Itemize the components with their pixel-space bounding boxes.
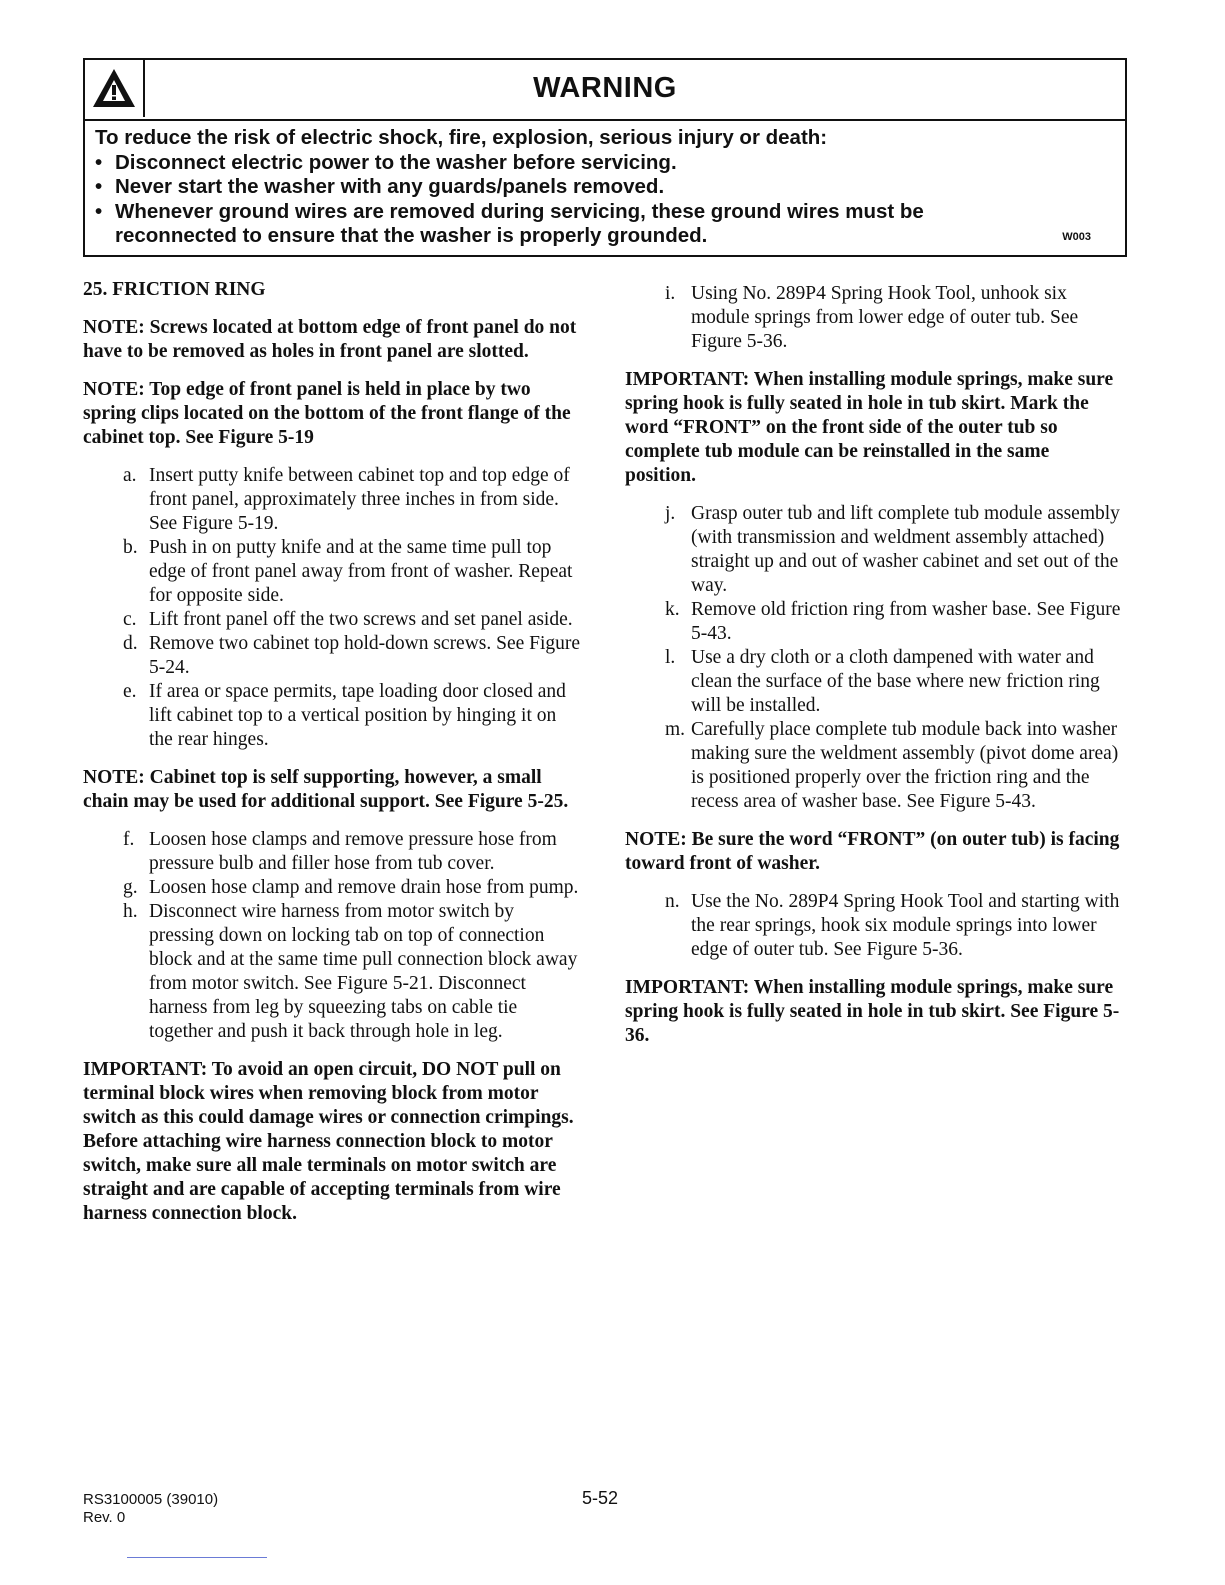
steps-a-e [83, 464, 583, 752]
footer-rev: Rev. 0 [83, 1509, 126, 1526]
right-column [625, 282, 1125, 1062]
section-heading: 25. FRICTION RING [83, 279, 266, 300]
important-spring-hook: IMPORTANT: When installing module springs, make sure spring hook is fully seated in hole in tub skirt. See Figure 5-36. [625, 977, 1120, 1046]
note-screws: NOTE: Screws located at bottom edge of front panel do not have to be removed as holes in front panel are slotted. [83, 317, 577, 362]
step-h: h. Disconnect wire harness from motor switch by pressing down on locking tab on top of connection block and at the same time pull connection block away from motor switch. See Figure 5-21. Disconnect harness from leg by squeezing tabs on cable tie together and push it back through hole in leg. [123, 901, 578, 1042]
step-c: c. Lift front panel off the two screws and set panel aside. [123, 609, 573, 630]
warning-header [85, 60, 1125, 121]
warning-item: • Disconnect electric power to the washer before servicing. [95, 150, 677, 174]
step-g: g. Loosen hose clamp and remove drain hose from pump. [123, 877, 579, 898]
note-spring-clips: NOTE: Top edge of front panel is held in place by two spring clips located on the bottom of the front flange of the cabinet top. See Figure 5-19 [83, 379, 571, 448]
step-j: j. Grasp outer tub and lift complete tub module assembly (with transmission and weldment assembly attached) straight up and out of washer cabinet and set out of the way. [665, 503, 1120, 596]
steps-j-m [625, 502, 1125, 814]
step-n: n. Use the No. 289P4 Spring Hook Tool and starting with the rear springs, hook six module springs into lower edge of outer tub. See Figure 5-36. [665, 891, 1120, 960]
warning-item: • Never start the washer with any guards/panels removed. [95, 175, 665, 198]
step-f: f. Loosen hose clamps and remove pressure hose from pressure bulb and filler hose from tub cover. [123, 829, 557, 874]
warning-code: W003 [1062, 231, 1091, 243]
step-e: e. If area or space permits, tape loading door closed and lift cabinet top to a vertical position by hinging it on the rear hinges. [123, 681, 566, 750]
step-b: b. Push in on putty knife and at the same time pull top edge of front panel away from front of washer. Repeat for opposite side. [123, 537, 573, 606]
page-number: 5-52 [582, 1488, 619, 1508]
footer-doc-id: RS3100005 (39010) [83, 1491, 219, 1508]
step-i: i. Using No. 289P4 Spring Hook Tool, unhook six module springs from lower edge of outer tub. See Figure 5-36. [665, 283, 1079, 352]
step-l: l. Use a dry cloth or a cloth dampened with water and clean the surface of the base where new friction ring will be installed. [665, 647, 1100, 716]
steps-n [625, 890, 1125, 962]
left-column [83, 278, 583, 1240]
step-m: m. Carefully place complete tub module back into washer making sure the weldment assembly (pivot dome area) is positioned properly over the friction ring and the recess area of washer base. See Figure 5-43. [665, 719, 1119, 812]
warning-list [95, 151, 1111, 249]
steps-f-h [83, 828, 583, 1044]
steps-i [625, 282, 1125, 354]
warning-title: WARNING [533, 72, 677, 104]
footer-doc-info [83, 1491, 218, 1527]
warning-body [95, 126, 1111, 249]
step-k: k. Remove old friction ring from washer base. See Figure 5-43. [665, 599, 1121, 644]
note-front-word: NOTE: Be sure the word “FRONT” (on outer tub) is facing toward front of washer. [625, 829, 1120, 874]
note-cabinet-top: NOTE: Cabinet top is self supporting, however, a small chain may be used for additional support. See Figure 5-25. [83, 767, 569, 812]
important-module-springs: IMPORTANT: When installing module springs, make sure spring hook is fully seated in hole in tub skirt. Mark the word “FRONT” on the front side of the outer tub so complete tub module can be reinstalled in the same position. [625, 369, 1114, 486]
step-d: d. Remove two cabinet top hold-down screws. See Figure 5-24. [123, 633, 581, 678]
step-a: a. Insert putty knife between cabinet top and top edge of front panel, approximately three inches in from side. See Figure 5-19. [123, 465, 570, 534]
warning-box [83, 58, 1127, 257]
scan-artifact-line [127, 1557, 267, 1558]
warning-intro: To reduce the risk of electric shock, fire, explosion, serious injury or death: [95, 126, 828, 149]
warning-item: • Whenever ground wires are removed during servicing, these ground wires must be reconnected to ensure that the washer is properly grounded. [95, 199, 924, 247]
important-open-circuit: IMPORTANT: To avoid an open circuit, DO NOT pull on terminal block wires when removing block from motor switch as this could damage wires or connection crimpings. Before attaching wire harness connection block to motor switch, make sure all male terminals on motor switch are straight and are capable of accepting terminals from wire harness connection block. [83, 1059, 574, 1224]
